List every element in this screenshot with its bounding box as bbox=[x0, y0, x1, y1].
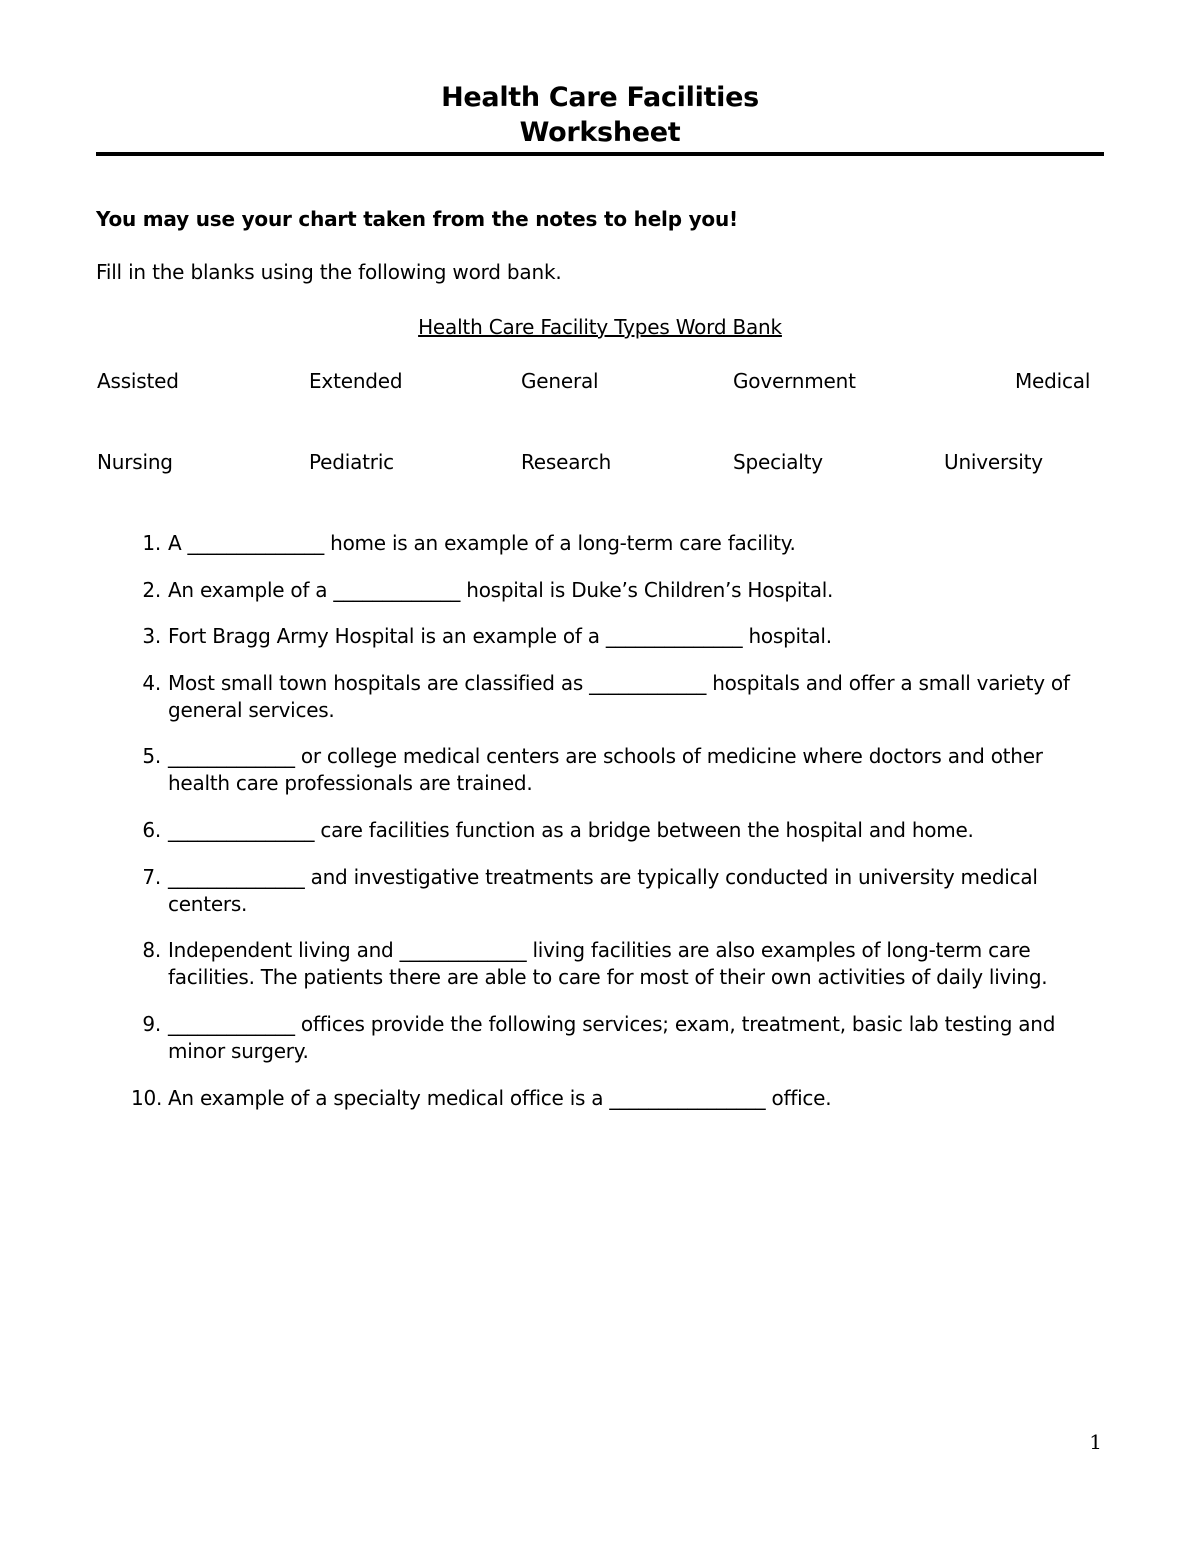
question-text: _____________ offices provide the following services; exam, treatment, basic lab testing and minor surgery. bbox=[168, 1012, 1056, 1063]
word-bank-item: General bbox=[521, 369, 599, 393]
title-divider bbox=[96, 152, 1104, 156]
question-5 bbox=[142, 743, 1108, 797]
question-text: ______________ and investigative treatments are typically conducted in university medical centers. bbox=[168, 865, 1038, 916]
question-number: 1. bbox=[142, 531, 161, 555]
question-text: Independent living and _____________ living facilities are also examples of long-term care facilities. The patients there are able to care for most of their own activities of daily living. bbox=[168, 938, 1048, 989]
word-bank-item: Research bbox=[521, 450, 612, 474]
question-number: 6. bbox=[142, 818, 161, 842]
question-3 bbox=[142, 623, 1108, 650]
question-number: 7. bbox=[142, 865, 161, 889]
question-text: An example of a specialty medical office is a ________________ office. bbox=[168, 1086, 832, 1110]
word-bank-item: Government bbox=[733, 369, 856, 393]
page-title: Health Care Facilities bbox=[441, 82, 759, 113]
question-text: A ______________ home is an example of a long-term care facility. bbox=[168, 531, 796, 555]
question-10 bbox=[131, 1085, 1108, 1112]
question-number: 9. bbox=[142, 1012, 161, 1036]
word-bank-item: Extended bbox=[309, 369, 403, 393]
word-bank-item: Nursing bbox=[97, 450, 173, 474]
question-number: 2. bbox=[142, 578, 161, 602]
question-number: 5. bbox=[142, 744, 161, 768]
question-7 bbox=[142, 864, 1108, 918]
question-text: Most small town hospitals are classified as ____________ hospitals and offer a small variety of general services. bbox=[168, 671, 1070, 722]
question-2 bbox=[142, 577, 1108, 604]
page-subtitle: Worksheet bbox=[519, 117, 681, 148]
word-bank-item: Specialty bbox=[733, 450, 823, 474]
question-1 bbox=[142, 530, 1108, 557]
word-bank-item: Pediatric bbox=[309, 450, 394, 474]
question-number: 10. bbox=[131, 1086, 163, 1110]
page-number: 1 bbox=[1089, 1430, 1102, 1454]
word-bank-title: Health Care Facility Types Word Bank bbox=[418, 315, 782, 339]
question-number: 3. bbox=[142, 624, 161, 648]
instruction-directions: Fill in the blanks using the following word bank. bbox=[96, 260, 562, 284]
question-4 bbox=[142, 670, 1108, 724]
instruction-note: You may use your chart taken from the notes to help you! bbox=[96, 207, 738, 231]
question-8 bbox=[142, 937, 1108, 991]
word-bank-item: Assisted bbox=[97, 369, 179, 393]
question-number: 4. bbox=[142, 671, 161, 695]
question-text: Fort Bragg Army Hospital is an example of a ______________ hospital. bbox=[168, 624, 832, 648]
question-6 bbox=[142, 817, 1108, 844]
question-text: An example of a _____________ hospital is Duke’s Children’s Hospital. bbox=[168, 578, 834, 602]
question-9 bbox=[142, 1011, 1108, 1065]
question-number: 8. bbox=[142, 938, 161, 962]
word-bank-item: University bbox=[944, 450, 1043, 474]
word-bank-item: Medical bbox=[1015, 369, 1091, 393]
question-text: _____________ or college medical centers are schools of medicine where doctors and other health care professionals are trained. bbox=[168, 744, 1043, 795]
question-text: _______________ care facilities function as a bridge between the hospital and home. bbox=[168, 818, 974, 842]
